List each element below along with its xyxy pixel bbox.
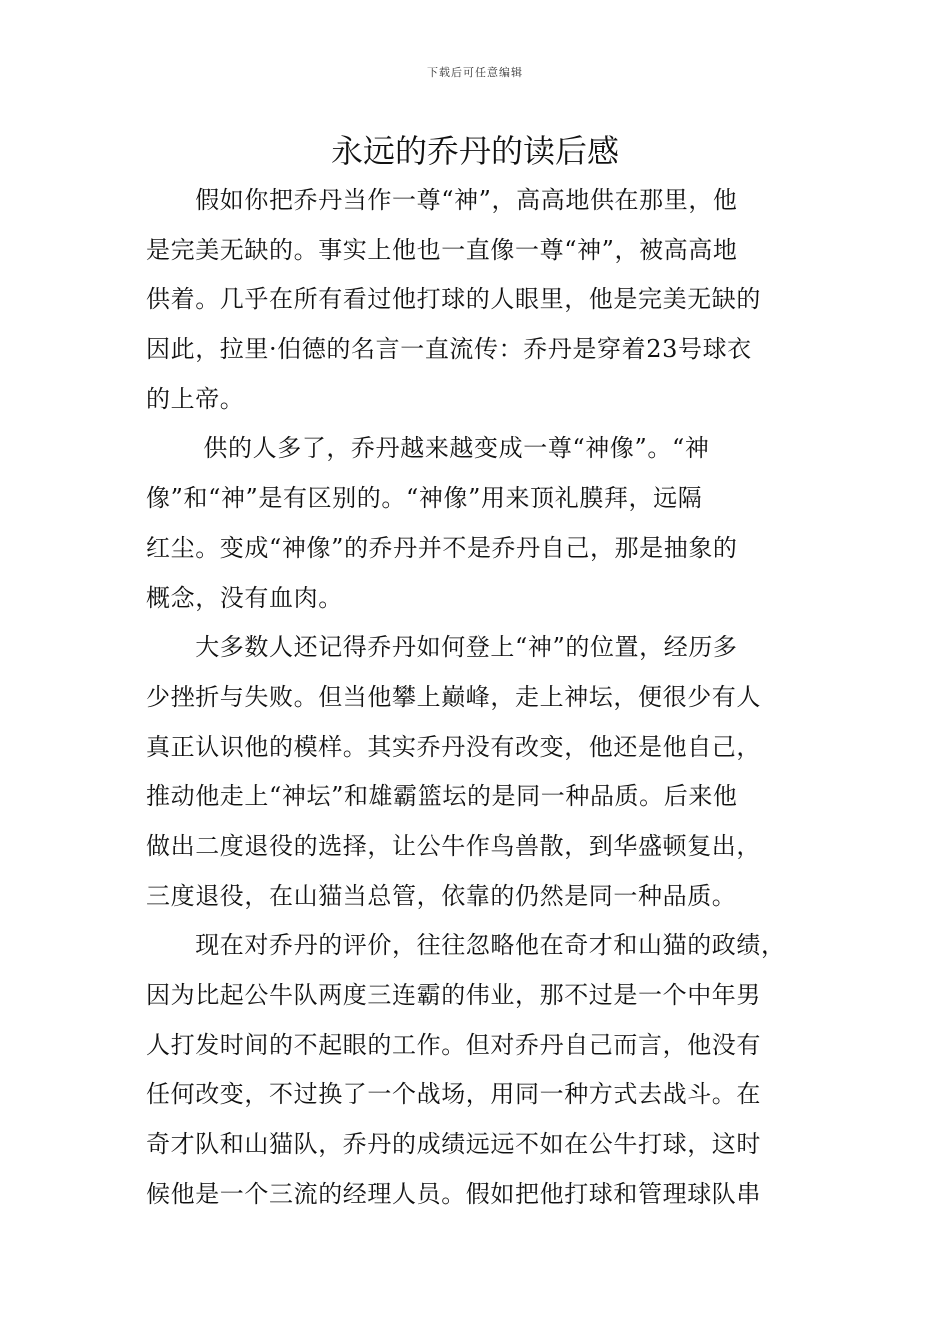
- text-line: 现在对乔丹的评价，往往忽略他在奇才和山猫的政绩，: [146, 931, 786, 960]
- text-line: 供着。几乎在所有看过他打球的人眼里，他是完美无缺的: [146, 285, 761, 314]
- text-line: 供的人多了，乔丹越来越变成一尊“神像”。“神: [146, 434, 710, 463]
- document-title: 永远的乔丹的读后感: [330, 132, 619, 170]
- text-line: 少挫折与失败。但当他攀上巅峰，走上神坛，便很少有人: [146, 682, 761, 711]
- text-line: 人打发时间的不起眼的工作。但对乔丹自己而言，他没有: [146, 1030, 761, 1059]
- text-line: 推动他走上“神坛”和雄霸篮坛的是同一种品质。后来他: [146, 782, 738, 811]
- text-line: 概念，没有血肉。: [146, 583, 343, 612]
- text-line: 的上帝。: [146, 384, 245, 413]
- text-line: 像”和“神”是有区别的。“神像”用来顶礼膜拜，远隔: [146, 484, 703, 513]
- text-line: 候他是一个三流的经理人员。假如把他打球和管理球队串: [146, 1179, 761, 1208]
- text-line: 任何改变，不过换了一个战场，用同一种方式去战斗。在: [146, 1080, 761, 1109]
- text-line: 三度退役，在山猫当总管，依靠的仍然是同一种品质。: [146, 881, 737, 910]
- text-line: 做出二度退役的选择，让公牛作鸟兽散，到华盛顿复出，: [146, 831, 761, 860]
- text-line: 奇才队和山猫队，乔丹的成绩远远不如在公牛打球，这时: [146, 1130, 761, 1159]
- text-line: 假如你把乔丹当作一尊“神”，高高地供在那里，他: [146, 186, 738, 214]
- text-line: 因此，拉里·伯德的名言一直流传：乔丹是穿着23号球衣: [146, 335, 752, 364]
- text-line: 是完美无缺的。事实上他也一直像一尊“神”，被高高地: [146, 235, 738, 264]
- text-line: 真正认识他的模样。其实乔丹没有改变，他还是他自己，: [146, 732, 761, 761]
- document-body: [146, 176, 826, 1219]
- text-line: 红尘。变成“神像”的乔丹并不是乔丹自己，那是抽象的: [146, 533, 738, 562]
- text-line: 大多数人还记得乔丹如何登上“神”的位置，经历多: [146, 633, 738, 662]
- text-line: 因为比起公牛队两度三连霸的伟业，那不过是一个中年男: [146, 981, 761, 1009]
- header-note: 下载后可任意编辑: [427, 66, 523, 79]
